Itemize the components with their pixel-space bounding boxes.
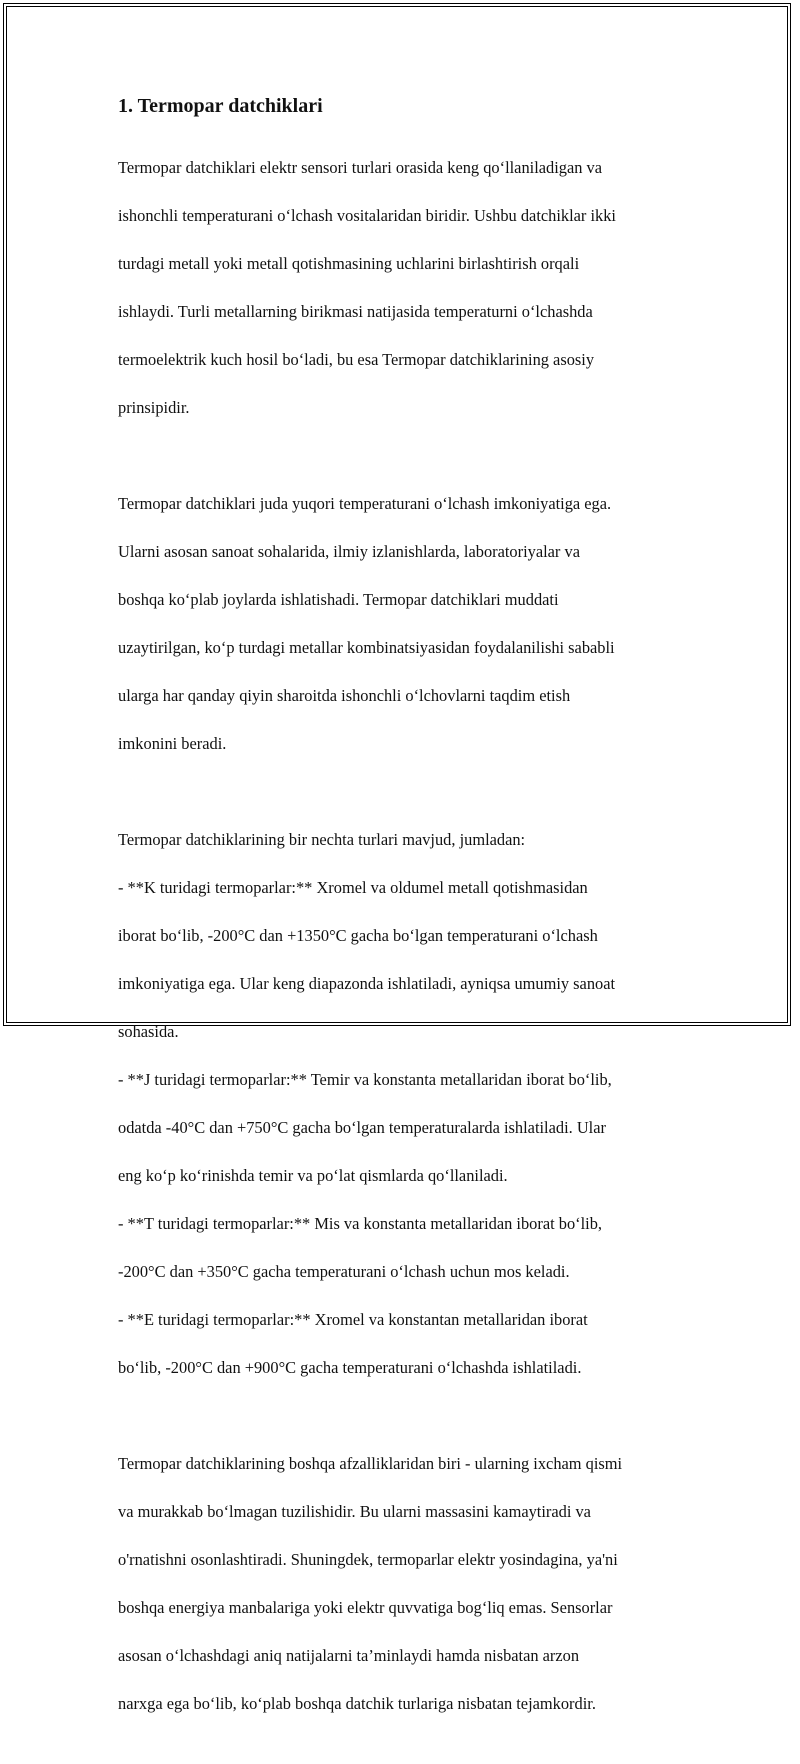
- text-line: ishlaydi. Turli metallarning birikmasi natijasida temperaturni o‘lchashda: [118, 302, 593, 321]
- paragraph-advantages: [118, 1428, 698, 1740]
- text-line: turdagi metall yoki metall qotishmasining uchlarini birlashtirish orqali: [118, 254, 580, 273]
- text-line: va murakkab bo‘lmagan tuzilishidir. Bu ularni massasini kamaytiradi va: [118, 1502, 591, 1521]
- text-line: ularga har qanday qiyin sharoitda ishonchli o‘lchovlarni taqdim etish: [118, 686, 571, 705]
- text-line: Termopar datchiklari juda yuqori temperaturani o‘lchash imkoniyatiga ega.: [118, 494, 612, 513]
- text-line: imkoniyatiga ega. Ular keng diapazonda ishlatiladi, ayniqsa umumiy sanoat: [118, 974, 616, 993]
- text-line: narxga ega bo‘lib, ko‘plab boshqa datchik turlariga nisbatan tejamkordir.: [118, 1694, 596, 1713]
- list-item-j-type: - **J turidagi termoparlar:** Temir va konstanta metallaridan iborat bo‘lib,: [118, 1070, 612, 1089]
- text-line: Termopar datchiklari elektr sensori turlari orasida keng qo‘llaniladigan va: [118, 158, 603, 177]
- text-line: termoelektrik kuch hosil bo‘ladi, bu esa Termopar datchiklarining asosiy: [118, 350, 595, 369]
- paragraph-types-list: [118, 804, 698, 1404]
- list-item-t-type: - **T turidagi termoparlar:** Mis va konstanta metallaridan iborat bo‘lib,: [118, 1214, 603, 1233]
- text-line: prinsipidir.: [118, 398, 190, 417]
- text-line: uzaytirilgan, ko‘p turdagi metallar kombinatsiyasidan foydalanilishi sababli: [118, 638, 615, 657]
- list-item-e-type: - **E turidagi termoparlar:** Xromel va konstantan metallaridan iborat: [118, 1310, 588, 1329]
- text-line: boshqa ko‘plab joylarda ishlatishadi. Termopar datchiklari muddati: [118, 590, 559, 609]
- text-line: iborat bo‘lib, -200°C dan +1350°C gacha bo‘lgan temperaturani o‘lchash: [118, 926, 598, 945]
- paragraph-applications: [118, 468, 698, 780]
- section-heading: 1. Termopar datchiklari: [118, 95, 323, 117]
- text-line: eng ko‘p ko‘rinishda temir va po‘lat qismlarda qo‘llaniladi.: [118, 1166, 508, 1185]
- text-line: o'rnatishni osonlashtiradi. Shuningdek, termoparlar elektr yosindagina, ya'ni: [118, 1550, 618, 1569]
- text-line: ishonchli temperaturani o‘lchash vositalaridan biridir. Ushbu datchiklar ikki: [118, 206, 616, 225]
- paragraph-intro: [118, 132, 698, 444]
- text-line: odatda -40°C dan +750°C gacha bo‘lgan temperaturalarda ishlatiladi. Ular: [118, 1118, 606, 1137]
- text-line: asosan o‘lchashdagi aniq natijalarni ta’minlaydi hamda nisbatan arzon: [118, 1646, 580, 1665]
- text-line: boshqa energiya manbalariga yoki elektr quvvatiga bog‘liq emas. Sensorlar: [118, 1598, 613, 1617]
- document-body: [118, 92, 698, 1764]
- list-item-k-type: - **K turidagi termoparlar:** Xromel va oldumel metall qotishmasidan: [118, 878, 588, 897]
- text-line: Termopar datchiklarining bir nechta turlari mavjud, jumladan:: [118, 830, 526, 849]
- text-line: Ularni asosan sanoat sohalarida, ilmiy izlanishlarda, laboratoriyalar va: [118, 542, 580, 561]
- text-line: -200°C dan +350°C gacha temperaturani o‘lchash uchun mos keladi.: [118, 1262, 570, 1281]
- text-line: sohasida.: [118, 1022, 179, 1041]
- text-line: Termopar datchiklarining boshqa afzalliklaridan biri - ularning ixcham qismi: [118, 1454, 623, 1473]
- text-line: imkonini beradi.: [118, 734, 227, 753]
- text-line: bo‘lib, -200°C dan +900°C gacha temperaturani o‘lchashda ishlatiladi.: [118, 1358, 582, 1377]
